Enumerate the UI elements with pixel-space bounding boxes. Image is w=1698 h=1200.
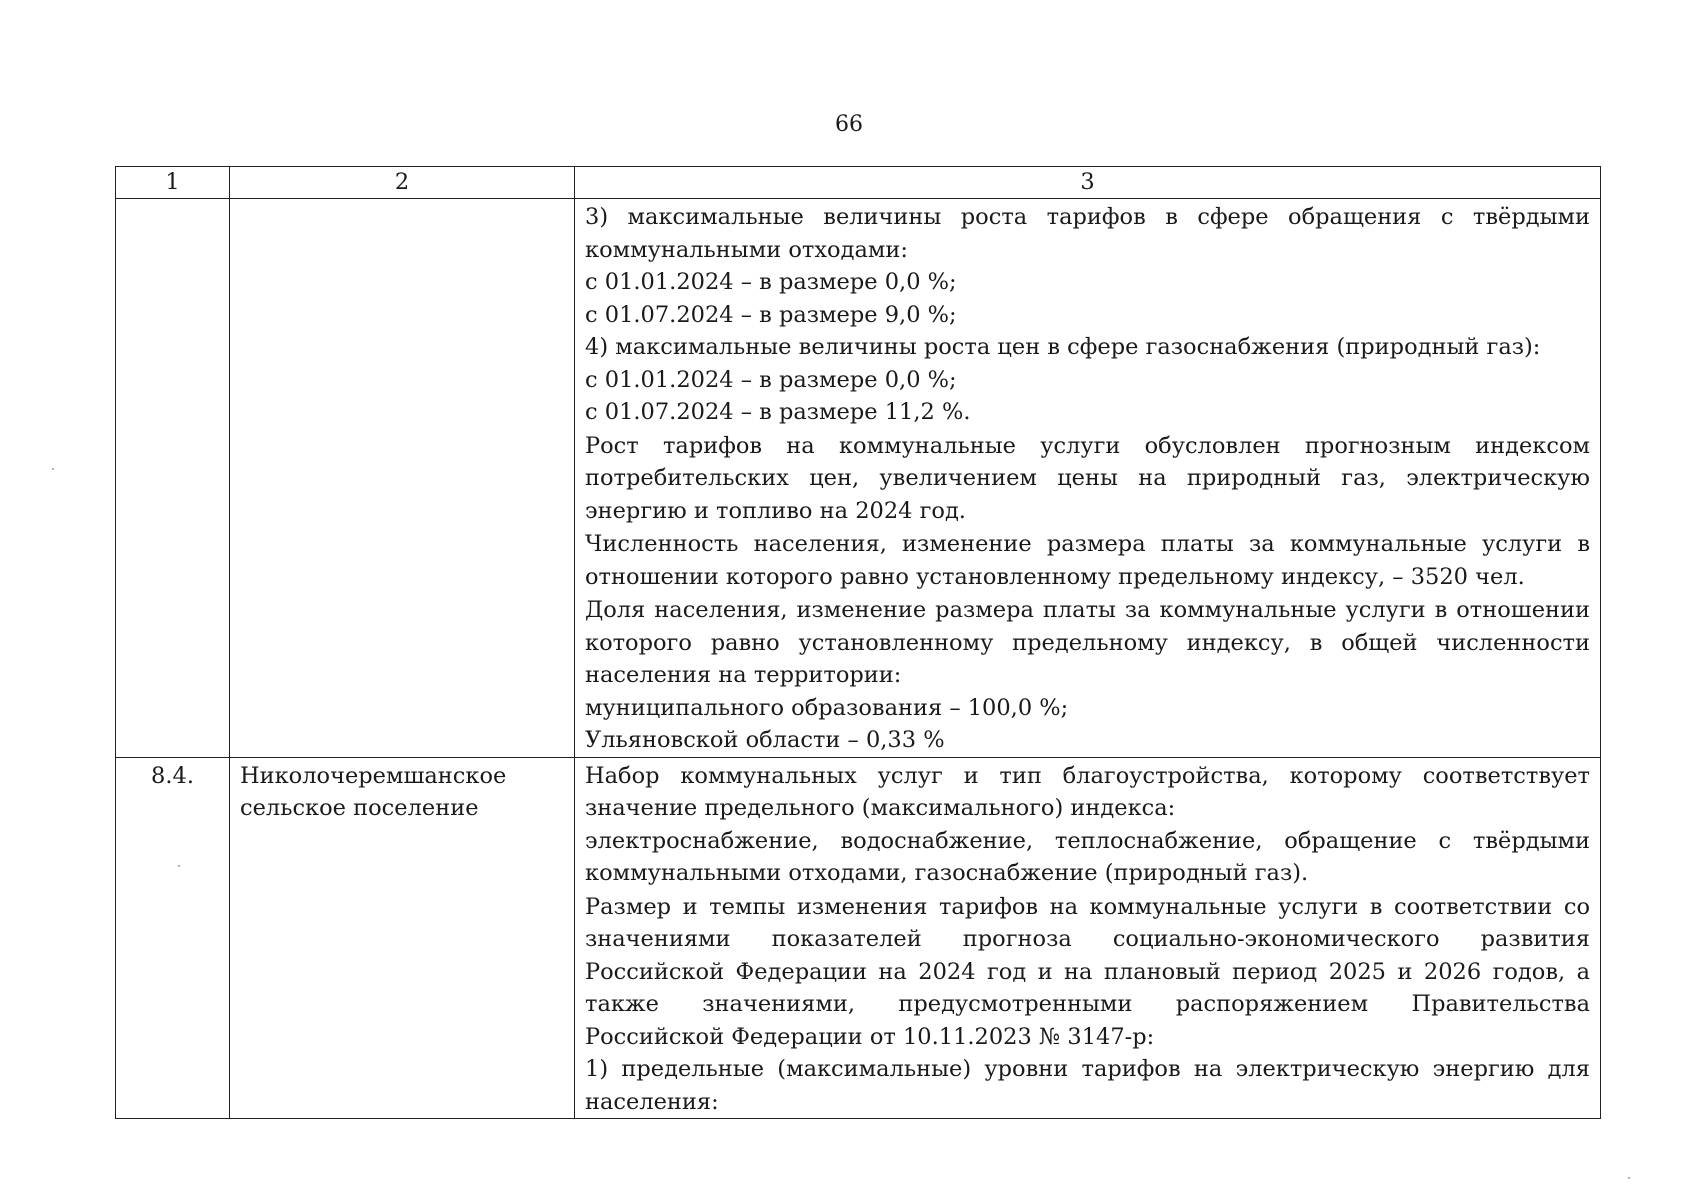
paragraph: муниципального образования – 100,0 %; <box>585 694 1069 721</box>
row-number-cell <box>116 199 230 758</box>
paragraph: с 01.07.2024 – в размере 9,0 %; <box>585 301 957 328</box>
paragraph: Доля населения, изменение размера платы за коммунальные услуги в отношении которого равно установленному предельному индексу, в общей численности населения на территории: <box>585 597 1590 688</box>
paragraph: электроснабжение, водоснабжение, теплоснабжение, обращение с твёрдыми коммунальными отходами, газоснабжение (природный газ). <box>585 827 1590 886</box>
paragraph: 4) максимальные величины роста цен в сфере газоснабжения (природный газ): <box>585 334 1541 360</box>
table-row <box>116 199 1601 758</box>
paragraph: 3) максимальные величины роста тарифов в сфере обращения с твёрдыми коммунальными отходами: <box>585 204 1590 263</box>
scan-speck <box>52 468 54 470</box>
paragraph: с 01.01.2024 – в размере 0,0 %; <box>585 366 957 393</box>
description-cell <box>575 199 1601 758</box>
settlement-name-cell <box>230 199 575 758</box>
table-header-row <box>116 167 1601 199</box>
header-cell-2: 2 <box>230 167 575 199</box>
paragraph: Численность населения, изменение размера платы за коммунальные услуги в отношении которого равно установленному предельному индексу, – 3520 чел. <box>585 531 1590 590</box>
paragraph: Рост тарифов на коммунальные услуги обусловлен прогнозным индексом потребительских цен, увеличением цены на природный газ, электрическую энергию и топливо на 2024 год. <box>585 432 1590 524</box>
row-number-cell: 8.4. <box>116 757 230 1119</box>
paragraph: с 01.01.2024 – в размере 0,0 %; <box>585 269 957 295</box>
paragraph: Размер и темпы изменения тарифов на коммунальные услуги в соответствии со значениями показателей прогноза социально-экономического развития Российской Федерации на 2024 год и на плановый период 2025 и 2026 годов, а также значениями, предусмотренными распоряжением Правительства Российской Федерации от 10.11.2023 № 3147-р: <box>585 893 1590 1050</box>
table-row <box>116 757 1601 1119</box>
header-cell-3: 3 <box>575 167 1601 199</box>
paragraph: 1) предельные (максимальные) уровни тарифов на электрическую энергию для населения: <box>585 1056 1590 1115</box>
header-cell-1: 1 <box>116 167 230 199</box>
paragraph: с 01.07.2024 – в размере 11,2 %. <box>585 399 971 425</box>
scan-speck <box>1628 1177 1630 1179</box>
tariff-table <box>115 166 1601 1119</box>
page-number: 66 <box>835 112 863 137</box>
description-cell <box>575 757 1601 1119</box>
paragraph: Набор коммунальных услуг и тип благоустройства, которому соответствует значение предельного (максимального) индекса: <box>585 762 1590 821</box>
settlement-name-cell: Николочеремшанское сельское поселение <box>230 757 575 1119</box>
scan-speck <box>178 865 180 867</box>
paragraph: Ульяновской области – 0,33 % <box>585 727 945 753</box>
